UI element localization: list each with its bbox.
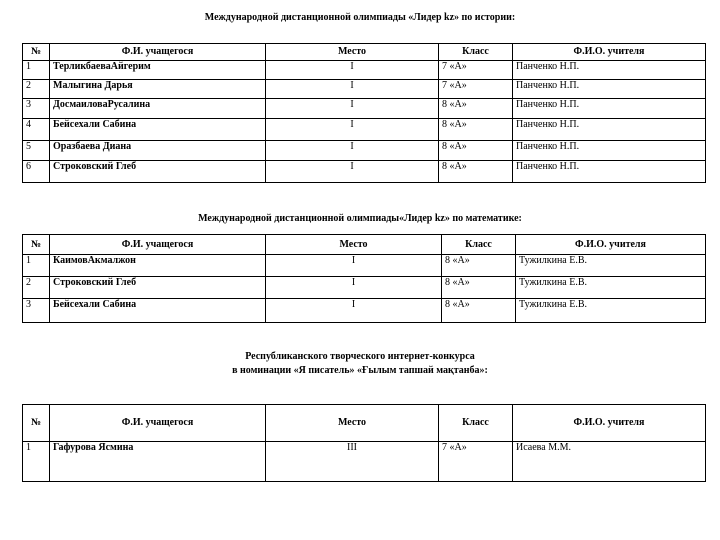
teacher-name: Тужилкина Е.В. [516, 277, 706, 299]
table-header-row [23, 405, 706, 442]
place: I [266, 161, 439, 183]
col-place-header: Место [266, 235, 442, 255]
teacher-name: Панченко Н.П. [513, 161, 706, 183]
table-row [23, 119, 706, 141]
class: 8 «А» [439, 161, 513, 183]
student-name: Гафурова Ясмина [50, 442, 266, 482]
place: I [266, 255, 442, 277]
place: I [266, 80, 439, 99]
teacher-name: Тужилкина Е.В. [516, 299, 706, 323]
place: I [266, 141, 439, 161]
student-name: Бейсехали Сабина [50, 119, 266, 141]
class: 8 «А» [442, 277, 516, 299]
teacher-name: Панченко Н.П. [513, 61, 706, 80]
table-row [23, 61, 706, 80]
row-number: 3 [23, 99, 50, 119]
row-number: 2 [23, 277, 50, 299]
col-class-header: Класс [439, 44, 513, 61]
math-olympiad-table [22, 234, 706, 323]
teacher-name: Панченко Н.П. [513, 119, 706, 141]
history-olympiad-heading: Международной дистанционной олимпиады «Лидер kz» по истории: [204, 12, 516, 23]
student-name: Малыгина Дарья [50, 80, 266, 99]
class: 8 «А» [439, 141, 513, 161]
row-number: 6 [23, 161, 50, 183]
class: 8 «А» [442, 299, 516, 323]
student-name: Строковский Глеб [50, 277, 266, 299]
table-row [23, 141, 706, 161]
col-student-header: Ф.И. учащегося [50, 235, 266, 255]
table-header-row [23, 235, 706, 255]
place: I [266, 61, 439, 80]
math-olympiad-heading: Международной дистанционной олимпиады«Лидер kz» по математике: [198, 213, 522, 224]
col-teacher-header: Ф.И.О. учителя [516, 235, 706, 255]
student-name: ДосмаиловаРусалина [50, 99, 266, 119]
teacher-name: Панченко Н.П. [513, 141, 706, 161]
table-row [23, 442, 706, 482]
teacher-name: Тужилкина Е.В. [516, 255, 706, 277]
row-number: 1 [23, 255, 50, 277]
row-number: 1 [23, 442, 50, 482]
teacher-name: Панченко Н.П. [513, 80, 706, 99]
student-name: Строковский Глеб [50, 161, 266, 183]
class: 8 «А» [442, 255, 516, 277]
row-number: 1 [23, 61, 50, 80]
col-teacher-header: Ф.И.О. учителя [513, 405, 706, 442]
student-name: КаимовАкмалжон [50, 255, 266, 277]
col-number-header: № [23, 44, 50, 61]
row-number: 3 [23, 299, 50, 323]
col-student-header: Ф.И. учащегося [50, 44, 266, 61]
row-number: 2 [23, 80, 50, 99]
student-name: Бейсехали Сабина [50, 299, 266, 323]
row-number: 4 [23, 119, 50, 141]
table-row [23, 299, 706, 323]
class: 7 «А» [439, 80, 513, 99]
class: 8 «А» [439, 99, 513, 119]
place: I [266, 299, 442, 323]
table-row [23, 277, 706, 299]
col-number-header: № [23, 405, 50, 442]
table-row [23, 99, 706, 119]
table-header-row [23, 44, 706, 61]
student-name: Оразбаева Диана [50, 141, 266, 161]
col-teacher-header: Ф.И.О. учителя [513, 44, 706, 61]
place: I [266, 119, 439, 141]
place: I [266, 277, 442, 299]
class: 8 «А» [439, 119, 513, 141]
row-number: 5 [23, 141, 50, 161]
col-place-header: Место [266, 405, 439, 442]
history-olympiad-table [22, 43, 706, 183]
col-class-header: Класс [442, 235, 516, 255]
table-row [23, 255, 706, 277]
student-name: ТерликбаеваАйгерим [50, 61, 266, 80]
table-row [23, 80, 706, 99]
place: III [266, 442, 439, 482]
class: 7 «А» [439, 61, 513, 80]
table-row [23, 161, 706, 183]
class: 7 «А» [439, 442, 513, 482]
contest-heading [0, 350, 720, 378]
col-number-header: № [23, 235, 50, 255]
teacher-name: Панченко Н.П. [513, 99, 706, 119]
col-place-header: Место [266, 44, 439, 61]
place: I [266, 99, 439, 119]
col-class-header: Класс [439, 405, 513, 442]
teacher-name: Исаева М.М. [513, 442, 706, 482]
contest-heading-line-1: Республиканского творческого интернет-конкурса [245, 351, 475, 362]
contest-table [22, 404, 706, 482]
contest-heading-line-2: в номинации «Я писатель» «Ғылым тапшай мақтанба»: [232, 365, 488, 376]
col-student-header: Ф.И. учащегося [50, 405, 266, 442]
